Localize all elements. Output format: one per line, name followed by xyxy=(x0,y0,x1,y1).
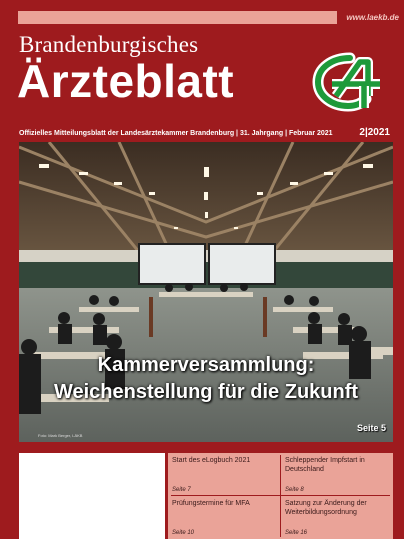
teaser-satzung[interactable] xyxy=(281,496,393,539)
teaser-title: Satzung zur Änderung der Weiterbildungsordnung xyxy=(285,500,367,516)
cover-headline-line1: Kammerversammlung: xyxy=(97,354,315,376)
teaser-title: Start des eLogbuch 2021 xyxy=(172,457,251,464)
teaser-elogbuch[interactable] xyxy=(168,453,280,496)
photo-credit: Foto: Mark Berger, LÄKB xyxy=(38,433,83,438)
teaser-title: Prüfungstermine für MFA xyxy=(172,500,250,507)
cover-headline[interactable] xyxy=(19,352,393,406)
subline: Offizielles Mitteilungsblatt der Landesärztekammer Brandenburg | 31. Jahrgang | Februar 2021 xyxy=(19,130,333,137)
teaser-title: Schleppender Impfstart in Deutschland xyxy=(285,457,365,473)
laekb-logo-icon xyxy=(310,52,394,114)
magazine-pre-title: Brandenburgisches xyxy=(19,32,199,57)
cover-story-page: Seite 5 xyxy=(356,423,386,433)
website-url[interactable]: www.laekb.de xyxy=(346,13,399,22)
cover-headline-line2: Weichenstellung für die Zukunft xyxy=(53,381,359,403)
magazine-title: Ärzteblatt xyxy=(17,55,235,107)
top-accent-bar xyxy=(18,11,337,24)
teaser-page: Seite 10 xyxy=(172,530,195,536)
address-label-area xyxy=(19,453,165,539)
teaser-grid xyxy=(168,453,393,539)
issue-number: 2|2021 xyxy=(359,127,390,138)
teaser-page: Seite 16 xyxy=(285,530,308,536)
teaser-pruefungstermine[interactable] xyxy=(168,496,280,539)
teaser-impfstart[interactable] xyxy=(281,453,393,496)
teaser-page: Seite 8 xyxy=(285,487,304,493)
teaser-page: Seite 7 xyxy=(172,487,191,493)
